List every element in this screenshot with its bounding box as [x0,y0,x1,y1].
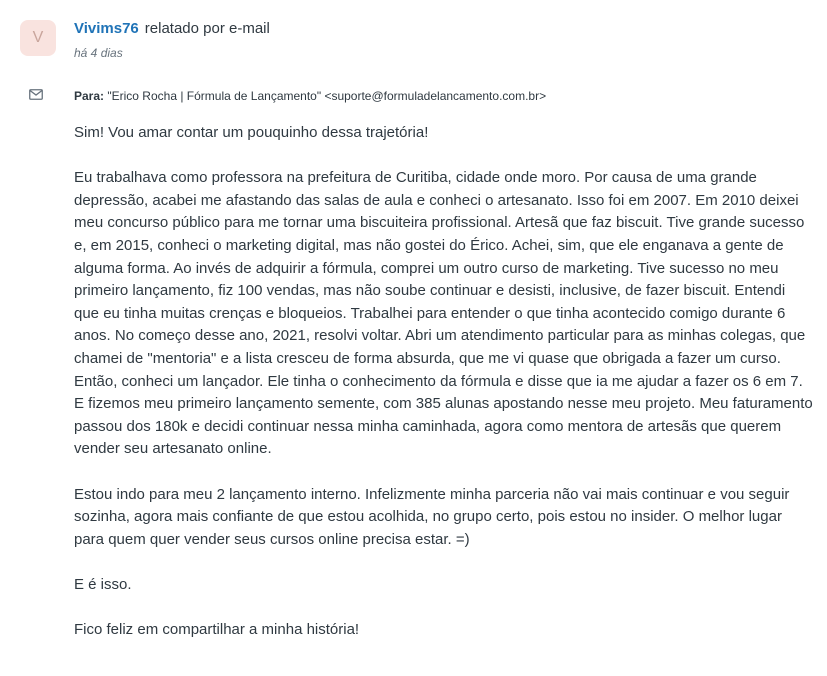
channel-label: relatado por e-mail [144,20,270,37]
message-paragraph: Fico feliz em compartilhar a minha história! [74,621,360,639]
author-name-link[interactable]: Vivims76 [74,20,139,37]
recipient-line [74,88,546,104]
message-paragraph: Sim! Vou amar contar um pouquinho dessa trajetória! [74,124,429,141]
author-line [74,18,270,40]
message-paragraph: Eu trabalhava como professora na prefeitura de Curitiba, cidade onde moro. Por causa de uma grande depressão, acabei me afastando das salas de aula e conheci o artesanato. Isso foi em 2007. Em 2010 deixei meu concurso público para me tornar uma biscuiteira profissional. Artesã que faz biscuit. Tive grande sucesso e, em 2015, conheci o marketing digital, mas não gostei do Érico. Achei, sim, que ele enganava a gente de alguma forma. Ao invés de adquirir a fórmula, comprei um outro curso de marketing. Tive sucesso no meu primeiro lançamento, fiz 100 vendas, mas não soube continuar e desisti, inclusive, de fazer biscuit. Entendi que eu tinha muitas crenças e bloqueios. Trabalhei para entender o que tinha acontecido comigo durante 6 anos. No começo desse ano, 2021, resolvi voltar. Abri um atendimento particular para as minhas colegas, que chamei de "mentoria" e a lista cresceu de forma absurda, que me vi quase que obrigada a fazer um curso. Então, conheci um lançador. Ele tinha o conhecimento da fórmula e disse que ia me ajudar a fazer os 6 em 7. E fizemos meu primeiro lançamento semente, com 385 alunas apostando nesse meu projeto. Meu faturamento passou dos 180k e decidi continuar nessa minha caminhada, agora como mentora de artesãs que querem vender seu artesanato online. [74,169,813,458]
message-body [74,122,814,664]
envelope-icon [29,89,43,100]
avatar[interactable] [20,20,56,56]
message-paragraph: Estou indo para meu 2 lançamento interno. Infelizmente minha parceria não vai mais continuar e vou seguir sozinha, agora mais confiante de que estou acolhida, no grupo certo, pois estou no insider. O melhor lugar para quem quer vender seus cursos online precisa estar. =) [74,485,790,548]
recipient-label: Para: [74,89,105,103]
recipient-value: "Erico Rocha | Fórmula de Lançamento" <suporte@formuladelancamento.com.br> [107,89,547,103]
avatar-initial: V [32,29,44,46]
comment-header [74,18,270,61]
message-paragraph: E é isso. [74,575,132,593]
timestamp: há 4 dias [74,46,123,60]
